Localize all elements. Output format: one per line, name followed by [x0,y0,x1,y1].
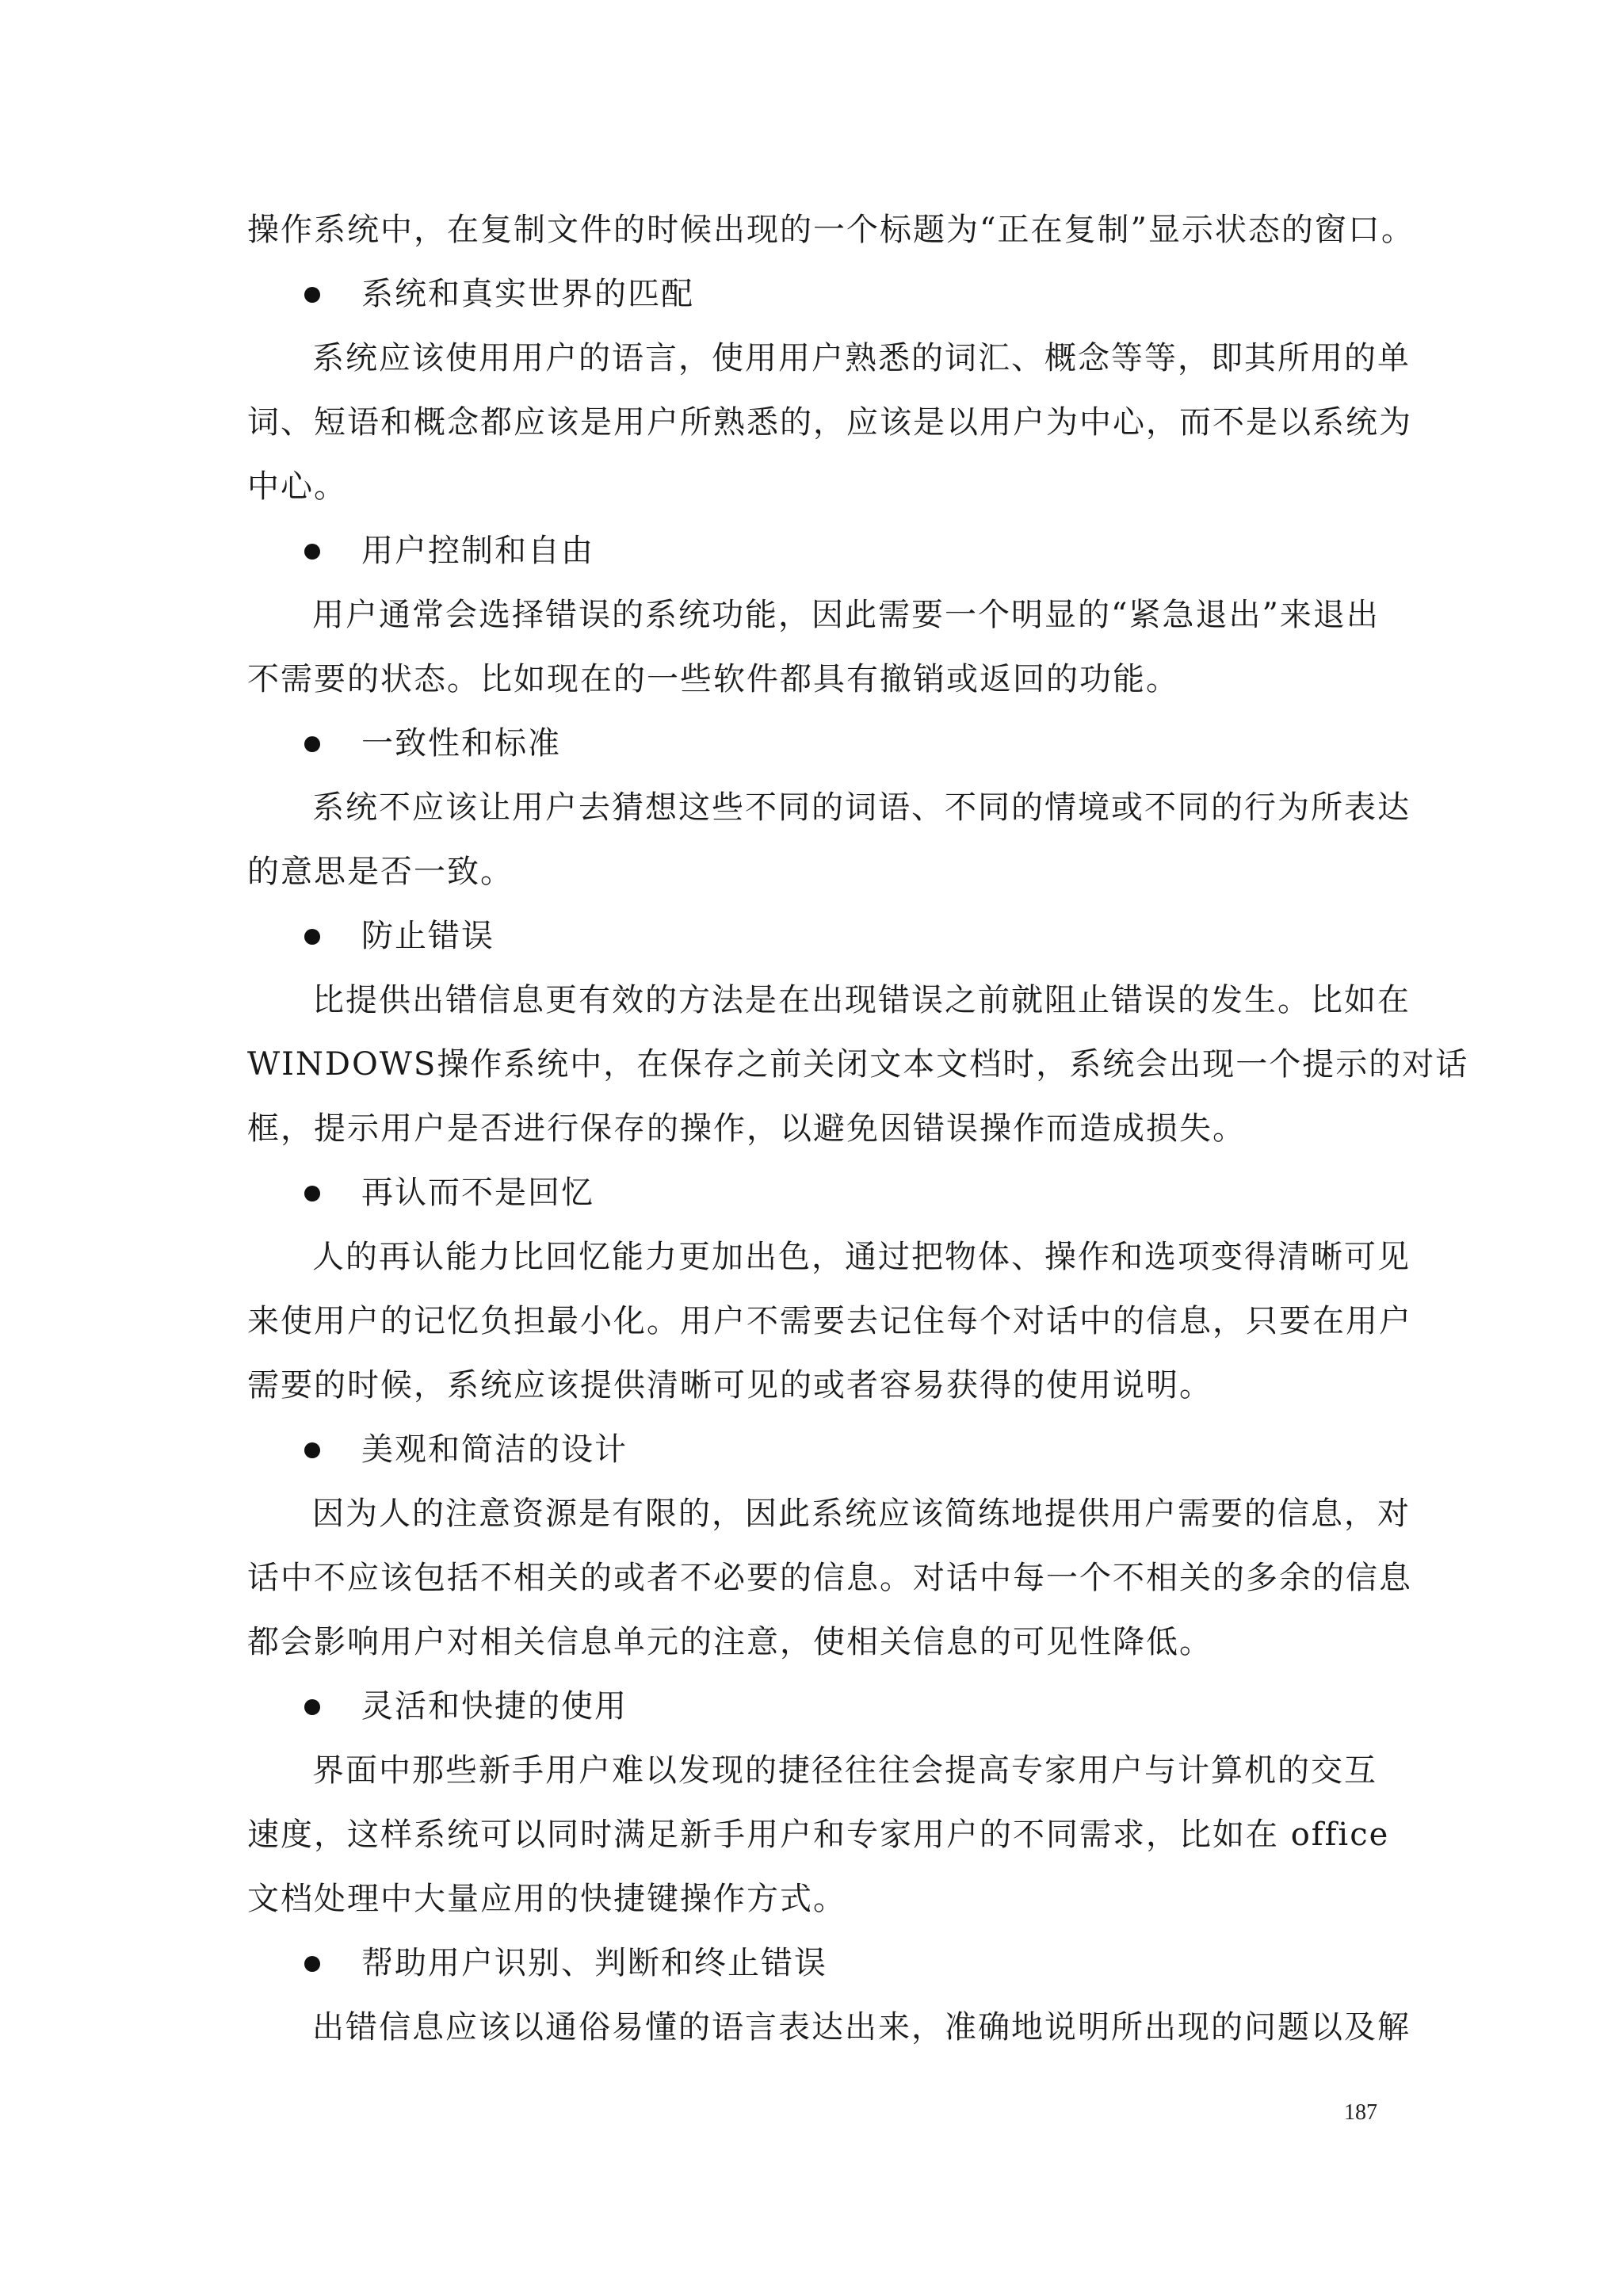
bullet-heading [247,519,1379,583]
bullet-heading [247,262,1379,327]
paragraph-line: 文档处理中大量应用的快捷键操作方式。 [247,1881,846,1917]
paragraph-line: 界面中那些新手用户难以发现的捷径往往会提高专家用户与计算机的交互 [312,1752,1377,1789]
paragraph-line: 用户通常会选择错误的系统功能，因此需要一个明显的“紧急退出”来退出 [312,597,1380,633]
bullet-heading [247,904,1379,968]
paragraph-line: WINDOWS操作系统中，在保存之前关闭文本文档时，系统会出现一个提示的对话 [247,1046,1469,1083]
bullet-dot-icon [304,1956,320,1972]
bullet-heading [247,1418,1379,1482]
paragraph-line: 出错信息应该以通俗易懂的语言表达出来，准确地说明所出现的问题以及解 [312,2009,1411,2046]
paragraph-line: 需要的时候，系统应该提供清晰可见的或者容易获得的使用说明。 [247,1367,1212,1404]
bullet-heading-label: 美观和简洁的设计 [361,1431,628,1468]
paragraph-line: 话中不应该包括不相关的或者不必要的信息。对话中每一个不相关的多余的信息 [247,1560,1412,1596]
paragraph-line: 比提供出错信息更有效的方法是在出现错误之前就阻止错误的发生。比如在 [312,982,1411,1018]
paragraph-line: 不需要的状态。比如现在的一些软件都具有撤销或返回的功能。 [247,661,1179,697]
bullet-heading [247,1931,1379,1996]
bullet-dot-icon [304,1699,320,1715]
bullet-dot-icon [304,1442,320,1458]
paragraph-line: 都会影响用户对相关信息单元的注意，使相关信息的可见性降低。 [247,1624,1212,1660]
bullet-dot-icon [304,1186,320,1201]
bullet-heading [247,712,1379,776]
bullet-heading-label: 帮助用户识别、判断和终止错误 [361,1945,827,1981]
bullet-heading [247,1675,1379,1739]
bullet-dot-icon [304,544,320,560]
paragraph-line: 的意思是否一致。 [247,854,514,890]
paragraph-line: 系统应该使用用户的语言，使用用户熟悉的词汇、概念等等，即其所用的单 [312,340,1411,376]
page-number: 187 [1344,2100,1377,2125]
paragraph-line: 中心。 [247,468,347,505]
paragraph-line: 操作系统中，在复制文件的时候出现的一个标题为“正在复制”显示状态的窗口。 [247,212,1415,248]
document-page [247,198,1469,2060]
paragraph-line: 人的再认能力比回忆能力更加出色，通过把物体、操作和选项变得清晰可见 [312,1239,1411,1275]
paragraph-line: 词、短语和概念都应该是用户所熟悉的，应该是以用户为中心，而不是以系统为 [247,404,1412,441]
paragraph-line: 来使用户的记忆负担最小化。用户不需要去记住每个对话中的信息，只要在用户 [247,1303,1412,1339]
bullet-heading-label: 再认而不是回忆 [361,1175,594,1211]
bullet-heading-label: 系统和真实世界的匹配 [361,276,694,312]
bullet-heading-label: 灵活和快捷的使用 [361,1688,628,1725]
bullet-heading [247,1161,1379,1225]
paragraph-line: 框，提示用户是否进行保存的操作，以避免因错误操作而造成损失。 [247,1110,1246,1147]
bullet-dot-icon [304,287,320,303]
bullet-heading-label: 一致性和标准 [361,725,561,762]
paragraph-line: 系统不应该让用户去猜想这些不同的词语、不同的情境或不同的行为所表达 [312,789,1411,826]
bullet-dot-icon [304,929,320,945]
paragraph-line: 速度，这样系统可以同时满足新手用户和专家用户的不同需求，比如在 office [247,1817,1390,1853]
bullet-dot-icon [304,736,320,752]
bullet-heading-label: 用户控制和自由 [361,533,594,569]
paragraph-line: 因为人的注意资源是有限的，因此系统应该简练地提供用户需要的信息，对 [312,1496,1411,1532]
bullet-heading-label: 防止错误 [361,918,495,954]
